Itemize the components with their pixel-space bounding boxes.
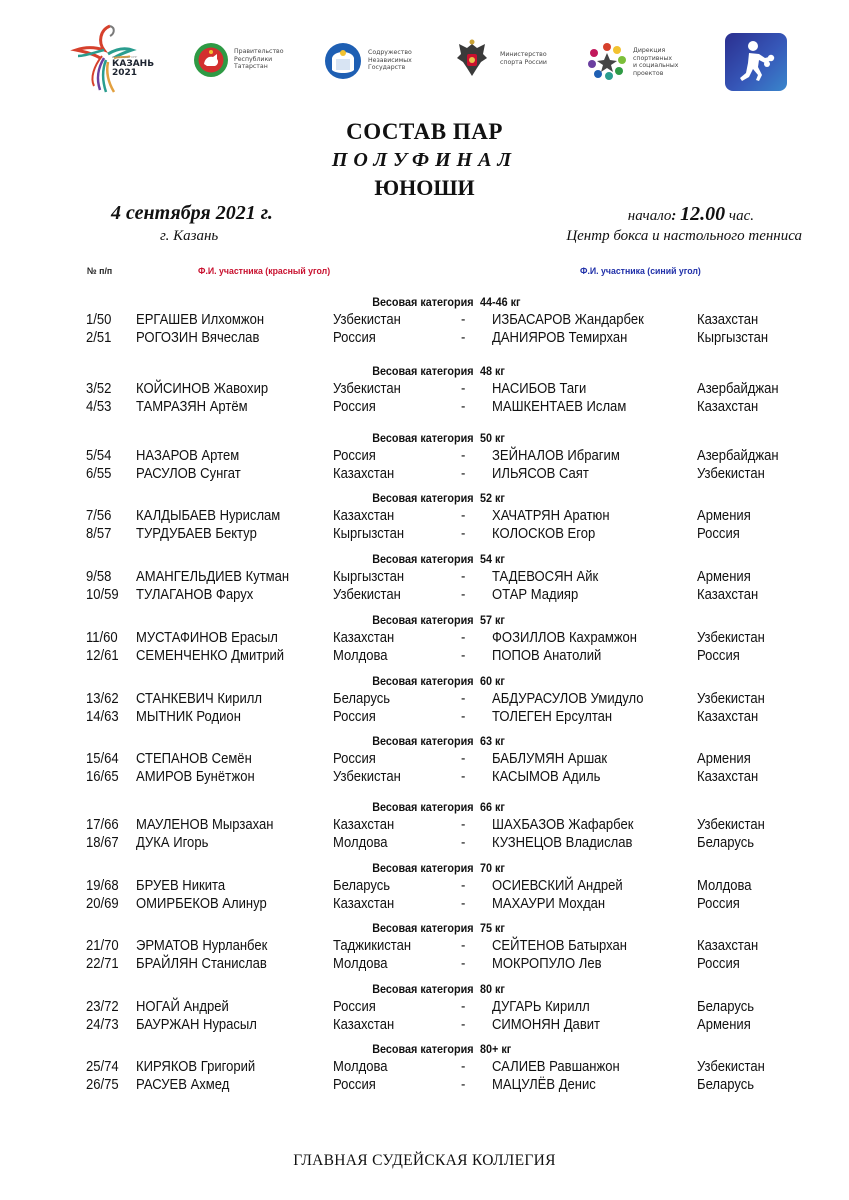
- blue-corner-country: Армения: [697, 508, 751, 524]
- blue-corner-name: СИМОНЯН Давит: [492, 1017, 601, 1033]
- bout-number: 1/50: [86, 312, 112, 328]
- bout-row: [0, 817, 849, 835]
- versus-dash: -: [461, 817, 466, 833]
- red-corner-country: Россия: [333, 1077, 376, 1093]
- versus-dash: -: [461, 691, 466, 707]
- weight-category-value: 52 кг: [480, 491, 505, 505]
- red-corner-name: СТЕПАНОВ Семён: [136, 751, 252, 767]
- versus-dash: -: [461, 587, 466, 603]
- blue-corner-name: КУЗНЕЦОВ Владислав: [492, 835, 633, 851]
- caption-line: спортивных: [633, 54, 673, 62]
- versus-dash: -: [461, 1059, 466, 1075]
- bout-row: [0, 835, 849, 853]
- versus-dash: -: [461, 648, 466, 664]
- versus-dash: -: [461, 508, 466, 524]
- column-header-red-corner: Ф.И. участника (красный угол): [198, 266, 331, 277]
- bout-row: [0, 691, 849, 709]
- blue-corner-name: СЕЙТЕНОВ Батырхан: [492, 938, 627, 954]
- group-title: ЮНОШИ: [374, 175, 475, 200]
- red-corner-name: ТУРДУБАЕВ Бектур: [136, 526, 257, 542]
- bout-number: 10/59: [86, 587, 119, 603]
- bout-row: [0, 709, 849, 727]
- blue-corner-country: Казахстан: [697, 399, 759, 415]
- red-corner-country: Узбекистан: [333, 381, 401, 397]
- blue-corner-name: ФОЗИЛЛОВ Кахрамжон: [492, 630, 638, 646]
- versus-dash: -: [461, 1077, 466, 1093]
- start-time: [628, 203, 754, 226]
- red-corner-name: ТАМРАЗЯН Артём: [136, 399, 248, 415]
- tatarstan-emblem-icon: [193, 42, 229, 78]
- bout-number: 17/66: [86, 817, 119, 833]
- caption-line: Министерство: [500, 51, 547, 58]
- blue-corner-name: НАСИБОВ Таги: [492, 381, 587, 397]
- page-title: СОСТАВ ПАР: [346, 119, 503, 144]
- blue-corner-country: Россия: [697, 648, 740, 664]
- blue-corner-country: Узбекистан: [697, 817, 765, 833]
- weight-category-label: Весовая категория: [372, 674, 474, 688]
- caption-line: проектов: [633, 69, 664, 77]
- weight-category-value: 80 кг: [480, 982, 505, 996]
- red-corner-country: Молдова: [333, 956, 388, 972]
- versus-dash: -: [461, 448, 466, 464]
- event-city: г. Казань: [160, 228, 219, 244]
- blue-corner-name: ОТАР Мадияр: [492, 587, 579, 603]
- kazan-logo-text: [112, 60, 154, 78]
- bout-number: 6/55: [86, 466, 112, 482]
- blue-corner-country: Азербайджан: [697, 381, 779, 397]
- blue-corner-name: МАХАУРИ Мохдан: [492, 896, 606, 912]
- bout-row: [0, 312, 849, 330]
- blue-corner-country: Россия: [697, 526, 740, 542]
- bout-row: [0, 896, 849, 914]
- bout-row: [0, 569, 849, 587]
- versus-dash: -: [461, 896, 466, 912]
- weight-category-label: Весовая категория: [372, 295, 474, 309]
- weight-category-value: 57 кг: [480, 613, 505, 627]
- red-corner-country: Россия: [333, 751, 376, 767]
- red-corner-name: НАЗАРОВ Артем: [136, 448, 240, 464]
- blue-corner-name: МОКРОПУЛО Лев: [492, 956, 602, 972]
- caption-line: Республики: [234, 55, 273, 63]
- blue-corner-name: МАЦУЛЁВ Денис: [492, 1077, 596, 1093]
- bout-row: [0, 999, 849, 1017]
- red-corner-country: Россия: [333, 399, 376, 415]
- blue-corner-name: ТОЛЕГЕН Ерсултан: [492, 709, 613, 725]
- weight-category-label: Весовая категория: [372, 800, 474, 814]
- red-corner-country: Казахстан: [333, 1017, 395, 1033]
- kazan-logo-word: КАЗАНЬ: [112, 59, 155, 69]
- red-corner-name: ТУЛАГАНОВ Фарух: [136, 587, 254, 603]
- red-corner-country: Беларусь: [333, 691, 391, 707]
- weight-category-value: 63 кг: [480, 734, 505, 748]
- kazan-logo-subtitle: Игры стран СНГ: [112, 55, 138, 59]
- bout-row: [0, 938, 849, 956]
- bout-number: 16/65: [86, 769, 119, 785]
- red-corner-country: Россия: [333, 330, 376, 346]
- red-corner-country: Казахстан: [333, 817, 395, 833]
- blue-corner-country: Молдова: [697, 878, 752, 894]
- bout-number: 4/53: [86, 399, 112, 415]
- versus-dash: -: [461, 312, 466, 328]
- blue-corner-name: ЗЕЙНАЛОВ Ибрагим: [492, 448, 620, 464]
- red-corner-country: Узбекистан: [333, 769, 401, 785]
- red-corner-name: СТАНКЕВИЧ Кирилл: [136, 691, 263, 707]
- weight-category-value: 54 кг: [480, 552, 505, 566]
- blue-corner-country: Узбекистан: [697, 466, 765, 482]
- red-corner-country: Молдова: [333, 835, 388, 851]
- blue-corner-name: ПОПОВ Анатолий: [492, 648, 602, 664]
- red-corner-name: РАСУЛОВ Сунгат: [136, 466, 241, 482]
- red-corner-country: Казахстан: [333, 466, 395, 482]
- red-corner-name: АМАНГЕЛЬДИЕВ Кутман: [136, 569, 290, 585]
- weight-category-label: Весовая категория: [372, 613, 474, 627]
- weight-category-label: Весовая категория: [372, 1042, 474, 1056]
- bout-row: [0, 381, 849, 399]
- bout-row: [0, 399, 849, 417]
- bout-row: [0, 526, 849, 544]
- versus-dash: -: [461, 526, 466, 542]
- blue-corner-country: Азербайджан: [697, 448, 779, 464]
- weight-category-label: Весовая категория: [372, 982, 474, 996]
- start-colon: :: [671, 208, 677, 224]
- blue-corner-country: Казахстан: [697, 769, 759, 785]
- blue-corner-name: КАСЫМОВ Адиль: [492, 769, 601, 785]
- red-corner-country: Узбекистан: [333, 312, 401, 328]
- bout-row: [0, 1017, 849, 1035]
- blue-corner-country: Россия: [697, 896, 740, 912]
- blue-corner-name: БАБЛУМЯН Аршак: [492, 751, 608, 767]
- double-headed-eagle-icon: [455, 38, 489, 80]
- bout-number: 13/62: [86, 691, 119, 707]
- bout-row: [0, 751, 849, 769]
- blue-corner-name: САЛИЕВ Равшанжон: [492, 1059, 620, 1075]
- red-corner-country: Узбекистан: [333, 587, 401, 603]
- bout-number: 20/69: [86, 896, 119, 912]
- versus-dash: -: [461, 769, 466, 785]
- caption-line: Независимых: [368, 56, 412, 64]
- red-corner-name: РАСУЕВ Ахмед: [136, 1077, 230, 1093]
- caption-line: спорта России: [500, 58, 547, 66]
- blue-corner-name: ИЛЬЯСОВ Саят: [492, 466, 589, 482]
- event-venue: Центр бокса и настольного тенниса: [566, 228, 802, 244]
- kazan-2021-logo: [70, 20, 155, 98]
- bout-row: [0, 448, 849, 466]
- weight-category-label: Весовая категория: [372, 861, 474, 875]
- bout-row: [0, 648, 849, 666]
- blue-corner-country: Кыргызстан: [697, 330, 769, 346]
- blue-corner-country: Армения: [697, 751, 751, 767]
- weight-category-label: Весовая категория: [372, 491, 474, 505]
- bout-number: 22/71: [86, 956, 119, 972]
- blue-corner-country: Казахстан: [697, 587, 759, 603]
- start-label: начало: [627, 208, 672, 224]
- red-corner-name: ОМИРБЕКОВ Алинур: [136, 896, 267, 912]
- red-corner-name: МУСТАФИНОВ Ерасыл: [136, 630, 278, 646]
- red-corner-name: КОЙСИНОВ Жавохир: [136, 381, 269, 397]
- red-corner-country: Молдова: [333, 1059, 388, 1075]
- red-corner-name: НОГАЙ Андрей: [136, 999, 229, 1015]
- bout-row: [0, 769, 849, 787]
- cis-emblem-icon: [324, 42, 362, 80]
- versus-dash: -: [461, 878, 466, 894]
- red-corner-country: Кыргызстан: [333, 526, 405, 542]
- versus-dash: -: [461, 381, 466, 397]
- blue-corner-country: Беларусь: [697, 999, 755, 1015]
- versus-dash: -: [461, 999, 466, 1015]
- bout-row: [0, 878, 849, 896]
- red-corner-country: Беларусь: [333, 878, 391, 894]
- bout-row: [0, 587, 849, 605]
- start-time-unit: час.: [728, 208, 754, 224]
- versus-dash: -: [461, 709, 466, 725]
- red-corner-country: Россия: [333, 999, 376, 1015]
- bout-row: [0, 1077, 849, 1095]
- caption-line: Государств: [368, 64, 406, 71]
- bout-row: [0, 466, 849, 484]
- bout-number: 25/74: [86, 1059, 119, 1075]
- bout-number: 5/54: [86, 448, 112, 464]
- weight-category-label: Весовая категория: [372, 552, 474, 566]
- bout-number: 2/51: [86, 330, 112, 346]
- red-corner-name: БАУРЖАН Нурасыл: [136, 1017, 257, 1033]
- bout-number: 14/63: [86, 709, 119, 725]
- weight-category-value: 70 кг: [480, 861, 505, 875]
- blue-corner-country: Беларусь: [697, 1077, 755, 1093]
- red-corner-country: Россия: [333, 448, 376, 464]
- bout-number: 9/58: [86, 569, 112, 585]
- weight-category-value: 48 кг: [480, 364, 505, 378]
- boxer-icon: [725, 33, 787, 91]
- red-corner-name: ДУКА Игорь: [136, 835, 209, 851]
- blue-corner-country: Казахстан: [697, 312, 759, 328]
- weight-category-value: 75 кг: [480, 921, 505, 935]
- versus-dash: -: [461, 630, 466, 646]
- bout-number: 19/68: [86, 878, 119, 894]
- kazan-logo-year: 2021: [112, 68, 138, 78]
- blue-corner-country: Армения: [697, 1017, 751, 1033]
- weight-category-value: 80+ кг: [480, 1042, 512, 1056]
- blue-corner-country: Армения: [697, 569, 751, 585]
- bout-row: [0, 1059, 849, 1077]
- weight-category-label: Весовая категория: [372, 364, 474, 378]
- column-header-number: № п/п: [87, 266, 113, 277]
- caption-line: и социальных: [633, 62, 679, 69]
- blue-corner-name: ДАНИЯРОВ Темирхан: [492, 330, 628, 346]
- blue-corner-name: АБДУРАСУЛОВ Умидуло: [492, 691, 644, 707]
- red-corner-country: Кыргызстан: [333, 569, 405, 585]
- versus-dash: -: [461, 751, 466, 767]
- blue-corner-country: Узбекистан: [697, 691, 765, 707]
- bout-number: 23/72: [86, 999, 119, 1015]
- cis-caption: [368, 49, 412, 72]
- blue-corner-name: ШАХБАЗОВ Жафарбек: [492, 817, 634, 833]
- red-corner-name: МАУЛЕНОВ Мырзахан: [136, 817, 274, 833]
- bout-row: [0, 330, 849, 348]
- blue-corner-country: Узбекистан: [697, 630, 765, 646]
- versus-dash: -: [461, 466, 466, 482]
- versus-dash: -: [461, 330, 466, 346]
- weight-category-value: 44-46 кг: [480, 295, 521, 309]
- bout-number: 18/67: [86, 835, 119, 851]
- red-corner-name: ЕРГАШЕВ Илхомжон: [136, 312, 265, 328]
- caption-line: Содружество: [368, 49, 412, 56]
- red-corner-country: Казахстан: [333, 896, 395, 912]
- blue-corner-country: Беларусь: [697, 835, 755, 851]
- bout-number: 21/70: [86, 938, 119, 954]
- weight-category-label: Весовая категория: [372, 431, 474, 445]
- red-corner-country: Казахстан: [333, 630, 395, 646]
- event-date: 4 сентября 2021 г.: [111, 202, 273, 224]
- stage-title: ПОЛУФИНАЛ: [331, 149, 518, 171]
- blue-corner-name: ДУГАРЬ Кирилл: [492, 999, 590, 1015]
- bout-row: [0, 956, 849, 974]
- bout-number: 12/61: [86, 648, 119, 664]
- blue-corner-name: ИЗБАСАРОВ Жандарбек: [492, 312, 644, 328]
- blue-corner-name: МАШКЕНТАЕВ Ислам: [492, 399, 627, 415]
- weight-category-label: Весовая категория: [372, 921, 474, 935]
- red-corner-name: МЫТНИК Родион: [136, 709, 241, 725]
- red-corner-country: Молдова: [333, 648, 388, 664]
- weight-category-value: 50 кг: [480, 431, 505, 445]
- blue-corner-name: ОСИЕВСКИЙ Андрей: [492, 878, 623, 894]
- blue-corner-country: Казахстан: [697, 938, 759, 954]
- caption-line: Татарстан: [234, 63, 268, 70]
- star-wreath-icon: [587, 41, 627, 81]
- bout-number: 11/60: [86, 630, 118, 646]
- red-corner-name: РОГОЗИН Вячеслав: [136, 330, 260, 346]
- bout-number: 8/57: [86, 526, 112, 542]
- versus-dash: -: [461, 835, 466, 851]
- caption-line: Дирекция: [633, 47, 666, 54]
- versus-dash: -: [461, 399, 466, 415]
- blue-corner-country: Россия: [697, 956, 740, 972]
- column-header-blue-corner: Ф.И. участника (синий угол): [580, 266, 701, 277]
- weight-category-value: 66 кг: [480, 800, 505, 814]
- bout-number: 7/56: [86, 508, 112, 524]
- bout-number: 3/52: [86, 381, 112, 397]
- bout-number: 26/75: [86, 1077, 119, 1093]
- tatarstan-government-caption: [234, 48, 284, 71]
- bout-number: 24/73: [86, 1017, 119, 1033]
- red-corner-name: БРАЙЛЯН Станислав: [136, 956, 267, 972]
- sports-directorate-caption: [633, 47, 678, 77]
- blue-corner-name: ТАДЕВОСЯН Айк: [492, 569, 599, 585]
- bout-number: 15/64: [86, 751, 119, 767]
- red-corner-name: КАЛДЫБАЕВ Нурислам: [136, 508, 281, 524]
- red-corner-name: ЭРМАТОВ Нурланбек: [136, 938, 268, 954]
- boxing-pictogram: [725, 33, 787, 91]
- red-corner-name: АМИРОВ Бунётжон: [136, 769, 255, 785]
- bout-row: [0, 630, 849, 648]
- blue-corner-country: Казахстан: [697, 709, 759, 725]
- blue-corner-country: Узбекистан: [697, 1059, 765, 1075]
- versus-dash: -: [461, 569, 466, 585]
- caption-line: Правительство: [234, 48, 284, 55]
- red-corner-country: Казахстан: [333, 508, 395, 524]
- ministry-of-sport-caption: [500, 51, 547, 66]
- start-time-value: 12.00: [680, 203, 726, 225]
- red-corner-name: КИРЯКОВ Григорий: [136, 1059, 256, 1075]
- versus-dash: -: [461, 956, 466, 972]
- sponsor-logos: [0, 20, 849, 100]
- red-corner-name: СЕМЕНЧЕНКО Дмитрий: [136, 648, 285, 664]
- versus-dash: -: [461, 1017, 466, 1033]
- bout-row: [0, 508, 849, 526]
- footer-signature: ГЛАВНАЯ СУДЕЙСКАЯ КОЛЛЕГИЯ: [293, 1152, 556, 1169]
- blue-corner-name: ХАЧАТРЯН Аратюн: [492, 508, 610, 524]
- weight-category-value: 60 кг: [480, 674, 505, 688]
- red-corner-country: Таджикистан: [333, 938, 412, 954]
- blue-corner-name: КОЛОСКОВ Егор: [492, 526, 596, 542]
- red-corner-name: БРУЕВ Никита: [136, 878, 226, 894]
- red-corner-country: Россия: [333, 709, 376, 725]
- weight-category-label: Весовая категория: [372, 734, 474, 748]
- versus-dash: -: [461, 938, 466, 954]
